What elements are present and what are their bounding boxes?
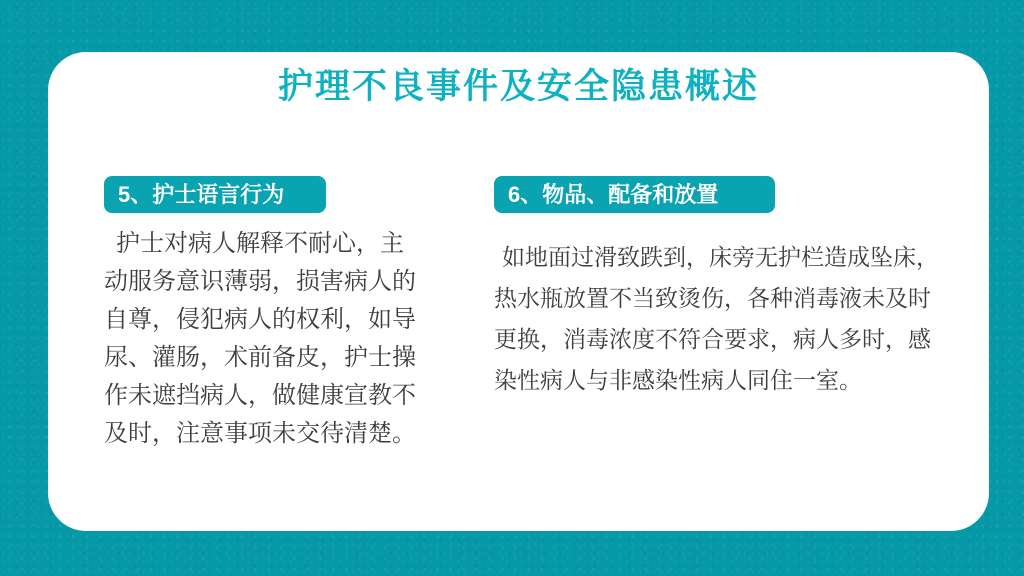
section-nurse-language-behavior bbox=[104, 176, 448, 453]
slide-card bbox=[48, 52, 989, 531]
section-body-text: 如地面过滑致跌到，床旁无护栏造成坠床，热水瓶放置不当致烫伤，各种消毒液未及时更换，消毒浓度不符合要求，病人多时，感染性病人与非感染性病人同住一室。 bbox=[494, 244, 939, 393]
section-heading-badge: 5、护士语言行为 bbox=[104, 176, 326, 213]
slide-title: 护理不良事件及安全隐患概述 bbox=[277, 67, 759, 106]
section-heading-badge: 6、物品、配备和放置 bbox=[494, 176, 775, 213]
section-body-text: 护士对病人解释不耐心，主动服务意识薄弱，损害病人的自尊，侵犯病人的权利，如导尿、灌肠，术前备皮，护士操作未遮挡病人，做健康宣教不及时，注意事项未交待清楚。 bbox=[104, 230, 416, 447]
section-items-equipment-placement bbox=[494, 176, 954, 401]
